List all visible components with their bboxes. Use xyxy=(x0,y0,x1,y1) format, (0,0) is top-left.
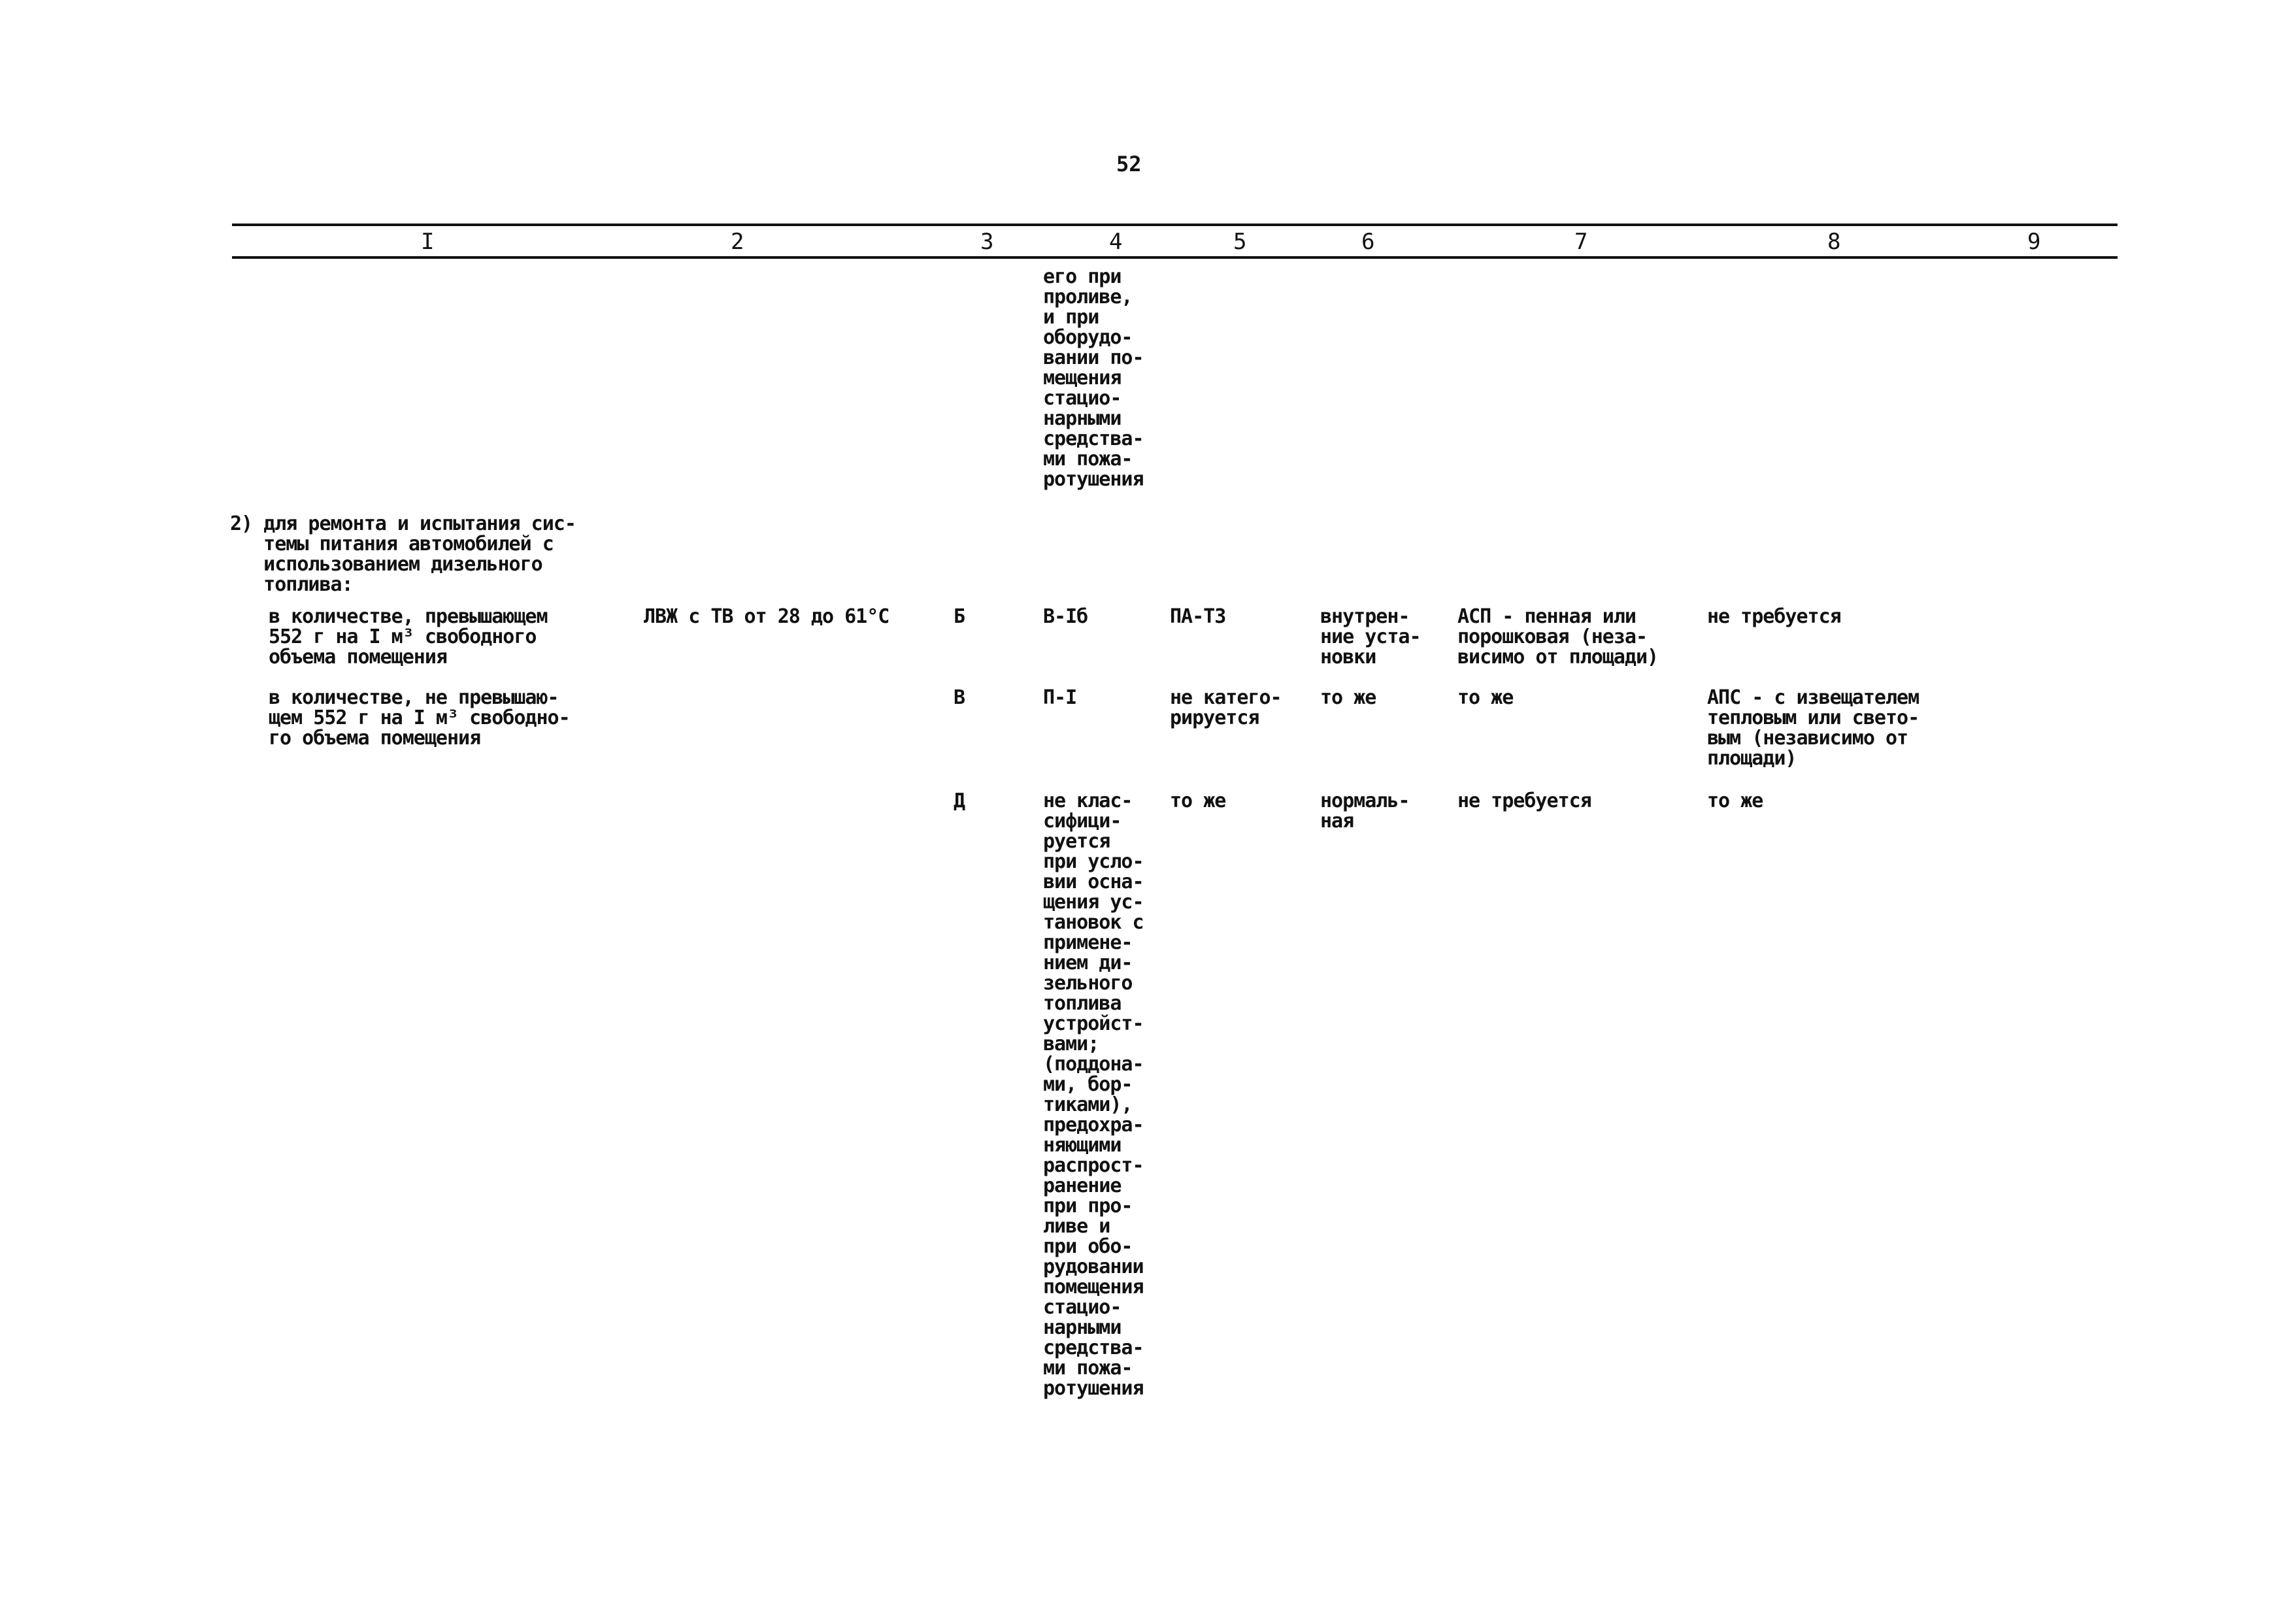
table-header-rule xyxy=(232,256,2118,259)
table-top-rule xyxy=(232,224,2118,226)
column-header-5: 5 xyxy=(1233,229,1247,255)
sub2-col7: то же xyxy=(1457,686,1514,709)
sub1-col7: АСП - пенная или порошковая (неза- висимо от площади) xyxy=(1457,605,1659,669)
page-number: 52 xyxy=(1116,152,1142,176)
sub3-col5: то же xyxy=(1170,789,1226,812)
sub1-col8: не требуется xyxy=(1707,605,1841,628)
column-header-7: 7 xyxy=(1574,229,1588,255)
item-2-heading: 2) для ремонта и испытания сис- темы питания автомобилей с использованием дизельного топлива: xyxy=(230,512,576,596)
sub2-col5: не катего- рируется xyxy=(1170,686,1282,729)
sub1-description: в количестве, превышающем 552 г на I м³ свободного объема помещения xyxy=(269,605,548,669)
sub3-col6: нормаль- ная xyxy=(1320,789,1410,833)
column-header-9: 9 xyxy=(2027,229,2041,255)
sub1-col2: ЛВЖ с ТВ от 28 до 61°С xyxy=(644,605,889,628)
column-header-4: 4 xyxy=(1109,229,1123,255)
sub2-description: в количестве, не превышаю- щем 552 г на I м³ свободно- го объема помещения xyxy=(269,686,570,750)
sub2-col6: то же xyxy=(1320,686,1376,709)
sub1-col5: ПА-Т3 xyxy=(1170,605,1226,628)
sub2-col8: АПС - с извещателем тепловым или свето- вым (независимо от площади) xyxy=(1707,686,1920,770)
column-header-3: 3 xyxy=(980,229,994,255)
column-header-8: 8 xyxy=(1827,229,1841,255)
sub1-col3: Б xyxy=(954,605,965,628)
continuation-col4: его при проливе, и при оборудо- вании по- мещения стацио- нарными средства- ми пожа- ротушения xyxy=(1043,265,1144,491)
column-header-6: 6 xyxy=(1361,229,1375,255)
sub1-col4: В-Iб xyxy=(1043,605,1088,628)
sub1-col6: внутрен- ние уста- новки xyxy=(1320,605,1421,669)
sub2-col3: В xyxy=(954,686,965,709)
sub3-col4: не клас- сифици- руется при усло- вии осна- щения ус- тановок с примене- нием ди- зельного топлива устройст- вами; (поддона- ми, бор- тиками), предохра- няющими распрост- ранение при про- ливе и при обо- рудовании помещения стацио- нарными средства- ми пожа- ротушения xyxy=(1043,789,1144,1400)
column-header-1: I xyxy=(421,229,435,255)
column-header-2: 2 xyxy=(731,229,744,255)
sub2-col4: П-I xyxy=(1043,686,1077,709)
sub3-col7: не требуется xyxy=(1457,789,1591,812)
sub3-col3: Д xyxy=(954,789,965,812)
sub3-col8: то же xyxy=(1707,789,1763,812)
